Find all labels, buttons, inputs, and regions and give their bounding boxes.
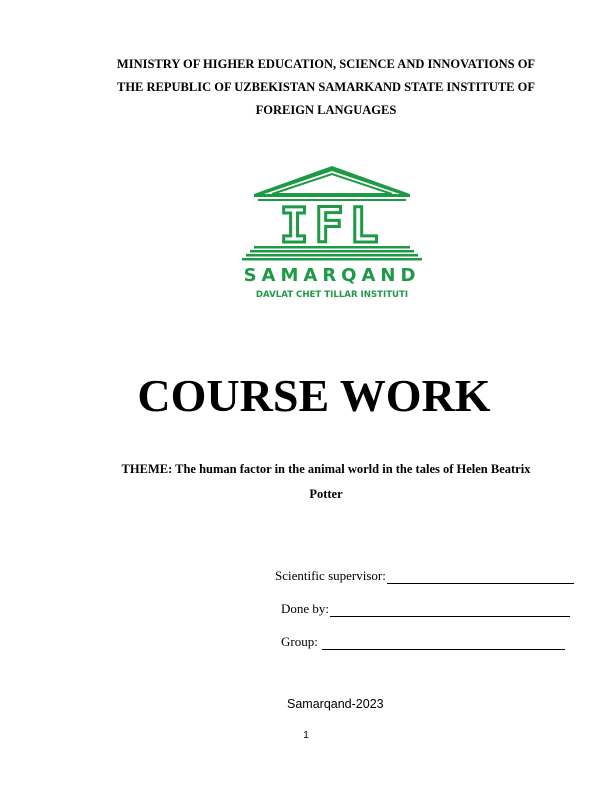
supervisor-field — [275, 568, 574, 584]
group-blank-line — [322, 637, 565, 650]
ifl-samarqand-logo — [232, 166, 432, 300]
logo-letters: IFL — [279, 198, 385, 254]
theme-line-2: Potter — [309, 487, 343, 501]
header-line-2: THE REPUBLIC OF UZBEKISTAN SAMARKAND STATE INSTITUTE OF — [116, 80, 536, 94]
theme-block — [60, 457, 592, 507]
supervisor-label: Scientific supervisor: — [275, 568, 386, 583]
logo-subtitle: DAVLAT CHET TILLAR INSTITUTI — [255, 290, 409, 300]
group-field — [281, 634, 565, 650]
ministry-header — [60, 53, 592, 122]
group-label: Group: — [281, 634, 322, 649]
header-line-1: MINISTRY OF HIGHER EDUCATION, SCIENCE AND INNOVATIONS OF — [116, 57, 536, 71]
header-line-3: FOREIGN LANGUAGES — [255, 103, 397, 117]
done-by-field — [281, 601, 570, 617]
page-number: 1 — [303, 730, 309, 741]
done-by-label: Done by: — [281, 601, 330, 616]
theme-line-1: THEME: The human factor in the animal world in the tales of Helen Beatrix — [121, 462, 531, 476]
logo-city: SAMARQAND — [243, 265, 421, 286]
place-and-year: Samarqand-2023 — [287, 697, 384, 711]
document-title: COURSE WORK — [137, 370, 491, 421]
supervisor-blank-line — [387, 571, 574, 584]
done-by-blank-line — [330, 604, 570, 617]
